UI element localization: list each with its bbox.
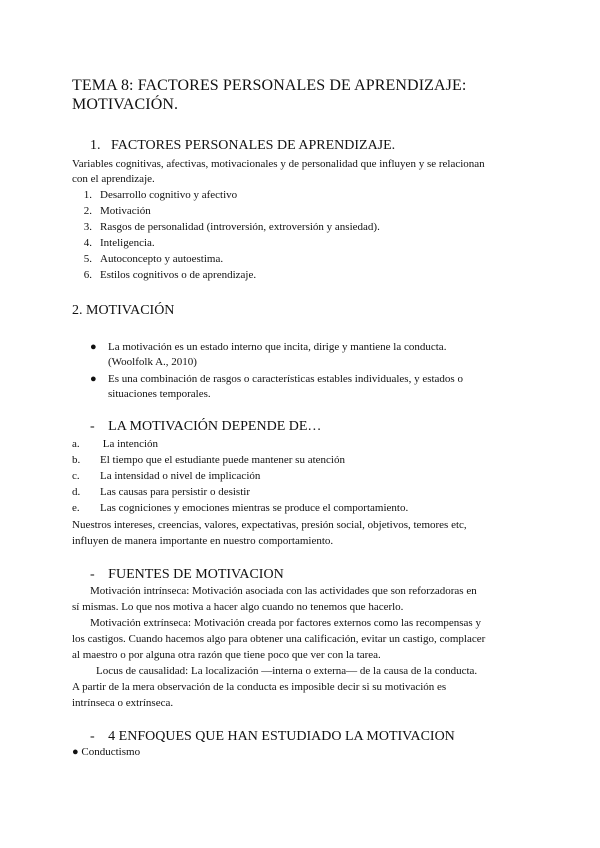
section-1-list-item: 6. Estilos cognitivos o de aprendizaje. <box>83 269 257 281</box>
section-5-list-item: ● Conductismo <box>72 746 141 758</box>
section-1-list-item: 3. Rasgos de personalidad (introversión, extroversión y ansiedad). <box>83 221 380 233</box>
section-3-list-item: b. El tiempo que el estudiante puede mantener su atención <box>72 454 345 466</box>
section-2-bullet-1-line-2: (Woolfolk A., 2010) <box>108 356 197 368</box>
section-4-line-4: los castigos. Cuando hacemos algo para obtener una calificación, evitar un castigo, complacer <box>72 633 486 645</box>
section-3-heading <box>90 418 321 436</box>
section-1-list-item: 4. Inteligencia. <box>83 237 155 249</box>
section-3-list-item: c. La intensidad o nivel de implicación <box>72 470 261 482</box>
section-4-heading-text: FUENTES DE MOTIVACION <box>108 567 284 582</box>
dash-marker: - <box>90 567 95 582</box>
section-3-paragraph-line-1: Nuestros intereses, creencias, valores, expectativas, presión social, objetivos, temores etc, <box>72 519 467 531</box>
section-1-number: 1. <box>90 138 101 153</box>
section-2-bullet-2-line-2: situaciones temporales. <box>108 388 211 400</box>
dash-marker: - <box>90 729 95 744</box>
section-4-line-5: al maestro o por alguna otra razón que tiene poco que ver con la tarea. <box>72 649 381 661</box>
section-4-line-2: sí mismas. Lo que nos motiva a hacer algo cuando no tenemos que hacerlo. <box>72 601 404 613</box>
section-4-line-6: Locus de causalidad: La localización —interna o externa— de la causa de la conducta. <box>96 665 478 677</box>
section-5-heading <box>90 728 455 746</box>
section-2-bullet-2-line-1: Es una combinación de rasgos o características estables individuales, y estados o <box>108 373 463 385</box>
section-3-list-item: a. La intención <box>72 438 159 450</box>
section-5-heading-text: 4 ENFOQUES QUE HAN ESTUDIADO LA MOTIVACION <box>108 729 455 744</box>
section-1-heading-text: FACTORES PERSONALES DE APRENDIZAJE. <box>111 138 396 153</box>
section-4-line-3: Motivación extrínseca: Motivación creada por factores externos como las recompensas y <box>90 617 481 629</box>
section-1-list-item: 2. Motivación <box>83 205 151 217</box>
section-4-line-7: A partir de la mera observación de la conducta es imposible decir si su motivación es <box>72 681 447 693</box>
section-4-line-1: Motivación intrínseca: Motivación asociada con las actividades que son reforzadoras en <box>90 585 477 597</box>
document-title-line-2: MOTIVACIÓN. <box>72 96 179 113</box>
section-1-intro-line-1: Variables cognitivas, afectivas, motivacionales y de personalidad que influyen y se relacionan <box>72 158 485 170</box>
section-3-paragraph-line-2: influyen de manera importante en nuestro comportamiento. <box>72 535 334 547</box>
section-2-bullet-1-line-1: La motivación es un estado interno que incita, dirige y mantiene la conducta. <box>108 341 447 353</box>
section-3-list-item: e. Las cogniciones y emociones mientras se produce el comportamiento. <box>72 502 409 514</box>
section-1-intro-line-2: con el aprendizaje. <box>72 173 155 185</box>
section-1-list-item: 5. Autoconcepto y autoestima. <box>83 253 224 265</box>
bullet-icon: ● <box>90 341 97 353</box>
section-3-heading-text: LA MOTIVACIÓN DEPENDE DE… <box>108 419 322 434</box>
bullet-icon: ● <box>90 373 97 385</box>
section-1-heading <box>90 137 395 155</box>
section-1-list-item: 1. Desarrollo cognitivo y afectivo <box>83 189 238 201</box>
document-title-line-1: TEMA 8: FACTORES PERSONALES DE APRENDIZAJE: <box>72 77 467 94</box>
section-3-list-item: d. Las causas para persistir o desistir <box>72 486 250 498</box>
section-4-line-8: intrínseca o extrínseca. <box>72 697 174 709</box>
section-2-heading: 2. MOTIVACIÓN <box>72 303 175 318</box>
section-4-heading <box>90 566 284 584</box>
dash-marker: - <box>90 419 95 434</box>
